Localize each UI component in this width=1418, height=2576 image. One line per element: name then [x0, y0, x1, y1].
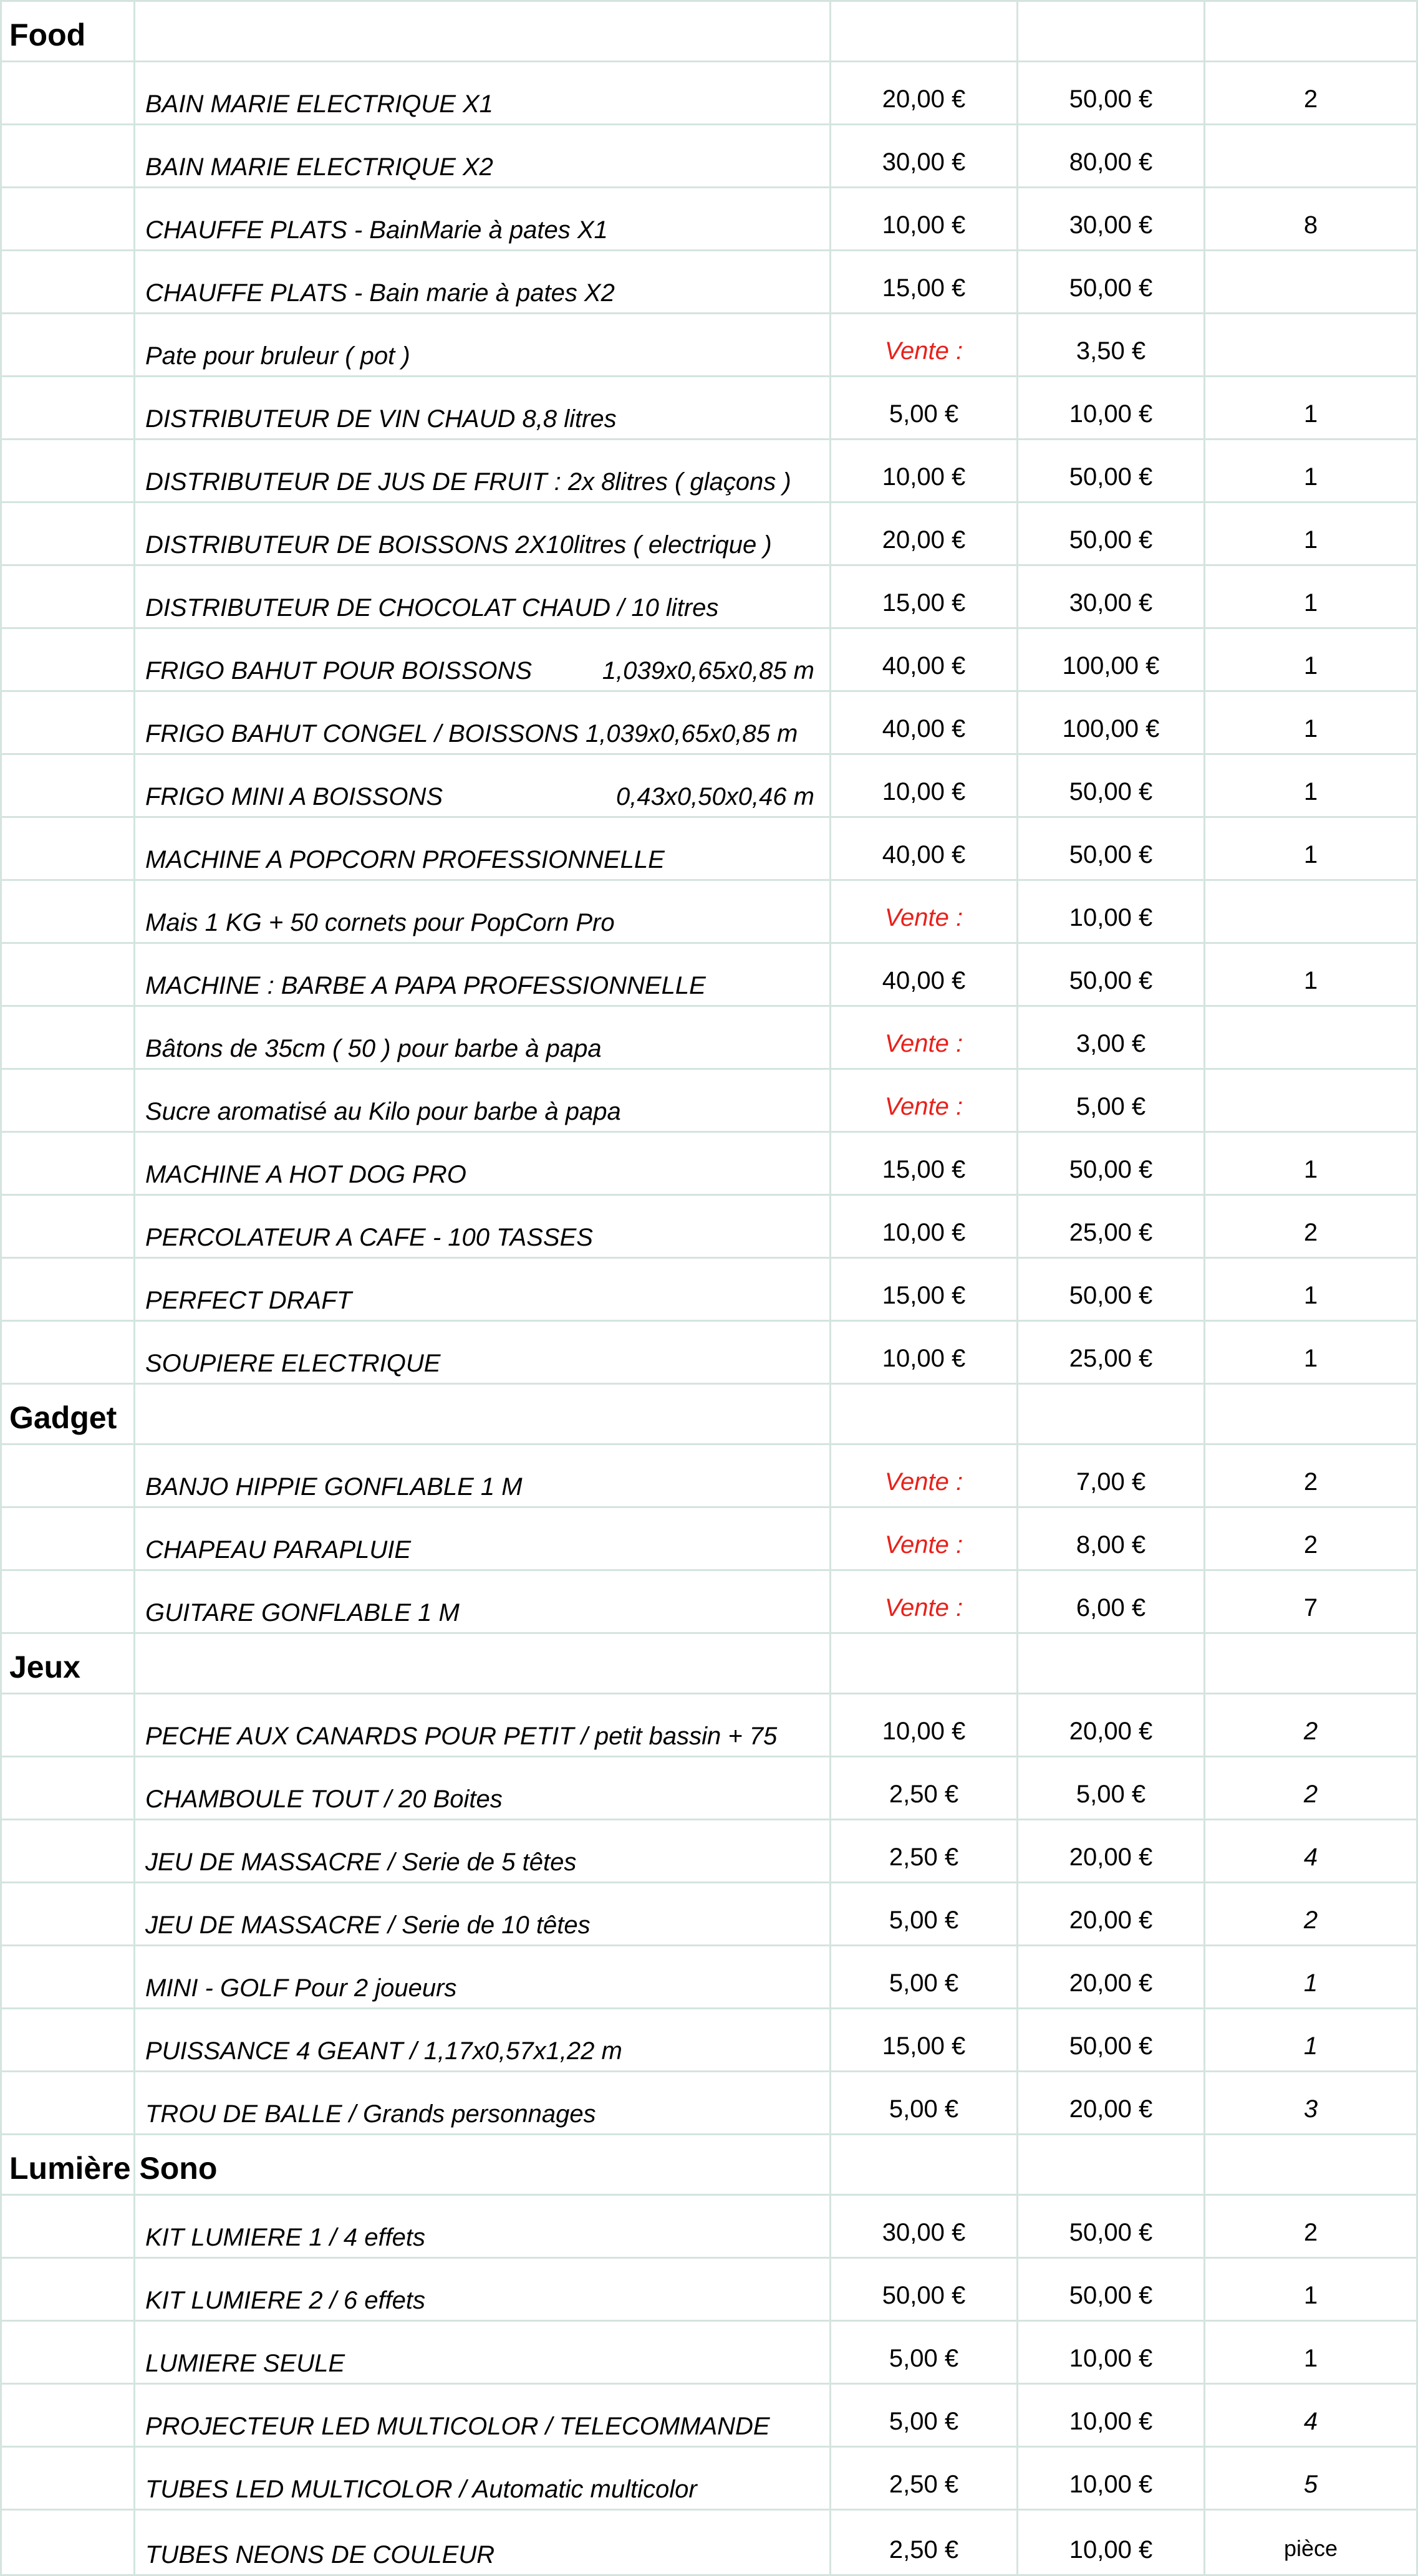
quantity-cell: 2: [1205, 2195, 1417, 2258]
indent-cell: [1, 1694, 135, 1757]
item-name-text: CHAUFFE PLATS - Bain marie à pates X2: [145, 279, 615, 307]
item-name-text: DISTRIBUTEUR DE CHOCOLAT CHAUD / 10 litres: [145, 594, 719, 622]
item-name-text: PECHE AUX CANARDS POUR PETIT / petit bassin + 75: [145, 1723, 778, 1750]
table-row: [1, 2258, 1417, 2321]
item-name: [135, 565, 831, 628]
price-cell-1: 30,00 €: [831, 125, 1018, 188]
item-name-text: TUBES NEONS DE COULEUR: [145, 2541, 495, 2569]
price-cell-1: 5,00 €: [831, 2384, 1018, 2447]
item-name: [135, 377, 831, 440]
price-cell-1: 10,00 €: [831, 440, 1018, 502]
price-cell-1: 15,00 €: [831, 2009, 1018, 2072]
item-name-text: SOUPIERE ELECTRIQUE: [145, 1350, 441, 1377]
item-name-text: PERCOLATEUR A CAFE - 100 TASSES: [145, 1224, 593, 1251]
quantity-cell: 1: [1205, 628, 1417, 691]
table-row: [1, 2072, 1417, 2135]
indent-cell: [1, 2384, 135, 2447]
indent-cell: [1, 628, 135, 691]
item-name-text: MACHINE A HOT DOG PRO: [145, 1161, 466, 1188]
item-name: [135, 1820, 831, 1883]
price-cell-1: 5,00 €: [831, 1946, 1018, 2009]
table-row: [1, 754, 1417, 817]
item-name: [135, 1757, 831, 1820]
table-row: [1, 1444, 1417, 1507]
empty-cell: [1205, 1633, 1417, 1694]
price-cell-2: 10,00 €: [1018, 2510, 1205, 2575]
price-cell-2: 30,00 €: [1018, 188, 1205, 251]
item-name-text: CHAPEAU PARAPLUIE: [145, 1536, 412, 1564]
empty-cell: [1205, 1, 1417, 62]
price-cell-2: 50,00 €: [1018, 1132, 1205, 1195]
item-name-text: BAIN MARIE ELECTRIQUE X2: [145, 153, 493, 181]
item-name: [135, 1132, 831, 1195]
price-cell-2: 20,00 €: [1018, 1694, 1205, 1757]
indent-cell: [1, 2009, 135, 2072]
quantity-cell: 1: [1205, 2321, 1417, 2384]
price-cell-2: 80,00 €: [1018, 125, 1205, 188]
item-name-text: BAIN MARIE ELECTRIQUE X1: [145, 90, 493, 118]
category-title: Gadget: [1, 1384, 135, 1444]
price-cell-2: 50,00 €: [1018, 502, 1205, 565]
table-row: [1, 565, 1417, 628]
indent-cell: [1, 1757, 135, 1820]
item-name: [135, 628, 831, 691]
indent-cell: [1, 943, 135, 1006]
table-row: [1, 2195, 1417, 2258]
indent-cell: [1, 1321, 135, 1384]
item-name-text: TUBES LED MULTICOLOR / Automatic multicolor: [145, 2476, 697, 2503]
quantity-cell: 1: [1205, 1132, 1417, 1195]
table-row: [1, 880, 1417, 943]
price-cell-1: 15,00 €: [831, 1258, 1018, 1321]
price-cell-2: 50,00 €: [1018, 817, 1205, 880]
item-name-text: PERFECT DRAFT: [145, 1287, 352, 1314]
price-cell-1: 2,50 €: [831, 2510, 1018, 2575]
quantity-cell: [1205, 1006, 1417, 1069]
table-row: [1, 1069, 1417, 1132]
indent-cell: [1, 1820, 135, 1883]
quantity-cell: 8: [1205, 188, 1417, 251]
price-cell-2: 10,00 €: [1018, 377, 1205, 440]
quantity-cell: 2: [1205, 1444, 1417, 1507]
item-name: [135, 125, 831, 188]
item-name-text: MINI - GOLF Pour 2 joueurs: [145, 1974, 457, 2002]
price-cell-2: 50,00 €: [1018, 62, 1205, 125]
item-name-text: PROJECTEUR LED MULTICOLOR / TELECOMMANDE: [145, 2413, 770, 2440]
table-row: [1, 1694, 1417, 1757]
indent-cell: [1, 1946, 135, 2009]
price-cell-2: 100,00 €: [1018, 691, 1205, 754]
table-row: [1, 377, 1417, 440]
quantity-cell: 1: [1205, 754, 1417, 817]
price-cell-2: 50,00 €: [1018, 2258, 1205, 2321]
empty-cell: [135, 1633, 831, 1694]
indent-cell: [1, 1507, 135, 1570]
price-cell-2: 50,00 €: [1018, 2009, 1205, 2072]
table-row: [1, 314, 1417, 377]
table-row: [1, 62, 1417, 125]
quantity-cell: 1: [1205, 377, 1417, 440]
table-row: [1, 2009, 1417, 2072]
price-cell-2: 30,00 €: [1018, 565, 1205, 628]
price-cell-1: 15,00 €: [831, 1132, 1018, 1195]
quantity-cell: [1205, 125, 1417, 188]
indent-cell: [1, 2321, 135, 2384]
price-cell-2: 10,00 €: [1018, 2447, 1205, 2510]
price-cell-2: 10,00 €: [1018, 880, 1205, 943]
indent-cell: [1, 1069, 135, 1132]
empty-cell: [831, 1384, 1018, 1444]
price-cell-2: 25,00 €: [1018, 1195, 1205, 1258]
item-name-text: MACHINE : BARBE A PAPA PROFESSIONNELLE: [145, 972, 706, 999]
table-row: [1, 1006, 1417, 1069]
table-row: [1, 1132, 1417, 1195]
quantity-cell: 1: [1205, 440, 1417, 502]
category-title: Food: [1, 1, 135, 62]
table-row: [1, 1883, 1417, 1946]
item-name: [135, 62, 831, 125]
indent-cell: [1, 754, 135, 817]
item-name-text: JEU DE MASSACRE / Serie de 10 têtes: [145, 1911, 591, 1939]
item-name: [135, 188, 831, 251]
item-name: [135, 1321, 831, 1384]
price-cell-1: 2,50 €: [831, 1757, 1018, 1820]
item-name: [135, 817, 831, 880]
table-row: [1, 1258, 1417, 1321]
price-cell-1: 40,00 €: [831, 817, 1018, 880]
item-name: [135, 754, 831, 817]
quantity-cell: 1: [1205, 1946, 1417, 2009]
price-cell-2: 100,00 €: [1018, 628, 1205, 691]
price-cell-1: 40,00 €: [831, 943, 1018, 1006]
indent-cell: [1, 565, 135, 628]
price-cell-2: 10,00 €: [1018, 2384, 1205, 2447]
item-dimensions: 1,039x0,65x0,85 m: [602, 657, 814, 685]
indent-cell: [1, 2195, 135, 2258]
quantity-cell: 2: [1205, 1757, 1417, 1820]
empty-cell: [1018, 2135, 1205, 2195]
price-cell-1: 40,00 €: [831, 628, 1018, 691]
quantity-cell: 2: [1205, 62, 1417, 125]
quantity-cell: 1: [1205, 1258, 1417, 1321]
item-name-text: TROU DE BALLE / Grands personnages: [145, 2100, 596, 2128]
indent-cell: [1, 125, 135, 188]
category-row: [1, 1384, 1417, 1444]
item-name: [135, 502, 831, 565]
price-cell-2: 10,00 €: [1018, 2321, 1205, 2384]
category-title: Jeux: [1, 1633, 135, 1694]
item-name-text: KIT LUMIERE 1 / 4 effets: [145, 2224, 426, 2251]
price-cell-1: 30,00 €: [831, 2195, 1018, 2258]
indent-cell: [1, 440, 135, 502]
table-row: [1, 1195, 1417, 1258]
quantity-cell: 1: [1205, 2258, 1417, 2321]
item-name: [135, 440, 831, 502]
quantity-cell: [1205, 1069, 1417, 1132]
indent-cell: [1, 2510, 135, 2575]
table-row: [1, 440, 1417, 502]
indent-cell: [1, 1195, 135, 1258]
indent-cell: [1, 880, 135, 943]
item-name-text: LUMIERE SEULE: [145, 2350, 345, 2377]
price-cell-1: 10,00 €: [831, 754, 1018, 817]
table-row: [1, 125, 1417, 188]
quantity-cell: [1205, 251, 1417, 314]
item-name: [135, 1258, 831, 1321]
table-row: [1, 628, 1417, 691]
item-name: [135, 2009, 831, 2072]
indent-cell: [1, 2258, 135, 2321]
empty-cell: [135, 1, 831, 62]
price-cell-1: Vente :: [831, 1069, 1018, 1132]
indent-cell: [1, 1132, 135, 1195]
price-cell-1: Vente :: [831, 880, 1018, 943]
quantity-cell: 1: [1205, 565, 1417, 628]
item-name-text: JEU DE MASSACRE / Serie de 5 têtes: [145, 1848, 577, 1876]
table-row: [1, 188, 1417, 251]
quantity-cell: [1205, 314, 1417, 377]
price-cell-2: 20,00 €: [1018, 2072, 1205, 2135]
table-row: [1, 1757, 1417, 1820]
table-row: [1, 1820, 1417, 1883]
category-row: [1, 1, 1417, 62]
price-cell-2: 6,00 €: [1018, 1570, 1205, 1633]
indent-cell: [1, 1883, 135, 1946]
indent-cell: [1, 817, 135, 880]
item-name: [135, 880, 831, 943]
price-cell-1: Vente :: [831, 1570, 1018, 1633]
quantity-cell: 1: [1205, 1321, 1417, 1384]
category-row: [1, 2135, 1417, 2195]
table-row: [1, 2384, 1417, 2447]
price-cell-1: 20,00 €: [831, 62, 1018, 125]
item-name-text: Sucre aromatisé au Kilo pour barbe à papa: [145, 1098, 621, 1125]
item-name-text: MACHINE A POPCORN PROFESSIONNELLE: [145, 846, 665, 873]
empty-cell: [1018, 1384, 1205, 1444]
empty-cell: [831, 1, 1018, 62]
sheet-body: [1, 1, 1417, 2575]
category-row: [1, 1633, 1417, 1694]
price-cell-2: 50,00 €: [1018, 754, 1205, 817]
table-row: [1, 2510, 1417, 2575]
empty-cell: [135, 2135, 831, 2195]
empty-cell: [1205, 2135, 1417, 2195]
item-name-text: FRIGO MINI A BOISSONS: [145, 783, 443, 810]
item-name-text: Mais 1 KG + 50 cornets pour PopCorn Pro: [145, 909, 615, 936]
indent-cell: [1, 314, 135, 377]
price-cell-2: 50,00 €: [1018, 251, 1205, 314]
item-name: [135, 1507, 831, 1570]
price-cell-1: 5,00 €: [831, 377, 1018, 440]
quantity-cell: [1205, 880, 1417, 943]
quantity-cell: 2: [1205, 1883, 1417, 1946]
indent-cell: [1, 502, 135, 565]
price-cell-1: Vente :: [831, 1006, 1018, 1069]
price-cell-1: 15,00 €: [831, 251, 1018, 314]
price-cell-1: 10,00 €: [831, 1694, 1018, 1757]
price-cell-1: 5,00 €: [831, 1883, 1018, 1946]
table-row: [1, 1507, 1417, 1570]
empty-cell: [831, 1633, 1018, 1694]
price-cell-1: 5,00 €: [831, 2072, 1018, 2135]
price-cell-2: 3,50 €: [1018, 314, 1205, 377]
item-name: [135, 943, 831, 1006]
item-name: [135, 1883, 831, 1946]
table-row: [1, 251, 1417, 314]
item-name-text: BANJO HIPPIE GONFLABLE 1 M: [145, 1473, 523, 1501]
quantity-cell: 1: [1205, 943, 1417, 1006]
indent-cell: [1, 62, 135, 125]
indent-cell: [1, 2447, 135, 2510]
indent-cell: [1, 188, 135, 251]
price-cell-2: 5,00 €: [1018, 1757, 1205, 1820]
item-dimensions: 0,43x0,50x0,46 m: [616, 783, 814, 810]
item-name-text: CHAUFFE PLATS - BainMarie à pates X1: [145, 216, 608, 244]
item-name: [135, 2384, 831, 2447]
indent-cell: [1, 1258, 135, 1321]
item-name-text: GUITARE GONFLABLE 1 M: [145, 1599, 460, 1627]
price-cell-1: 15,00 €: [831, 565, 1018, 628]
table-row: [1, 1321, 1417, 1384]
price-cell-1: 2,50 €: [831, 2447, 1018, 2510]
empty-cell: [1018, 1633, 1205, 1694]
empty-cell: [1205, 1384, 1417, 1444]
price-cell-1: Vente :: [831, 1507, 1018, 1570]
empty-cell: [831, 2135, 1018, 2195]
item-name: [135, 2510, 831, 2575]
category-title: Lumière Sono: [1, 2135, 135, 2195]
quantity-cell: 3: [1205, 2072, 1417, 2135]
item-name: [135, 2321, 831, 2384]
table-row: [1, 1570, 1417, 1633]
indent-cell: [1, 1006, 135, 1069]
price-cell-1: Vente :: [831, 1444, 1018, 1507]
quantity-cell: 7: [1205, 1570, 1417, 1633]
quantity-cell: 1: [1205, 502, 1417, 565]
table-row: [1, 691, 1417, 754]
item-name-text: DISTRIBUTEUR DE JUS DE FRUIT : 2x 8litres ( glaçons ): [145, 468, 791, 496]
table-row: [1, 1946, 1417, 2009]
empty-cell: [1018, 1, 1205, 62]
item-name: [135, 1694, 831, 1757]
indent-cell: [1, 691, 135, 754]
price-cell-2: 20,00 €: [1018, 1946, 1205, 2009]
item-name-text: FRIGO BAHUT POUR BOISSONS: [145, 657, 533, 685]
price-cell-2: 20,00 €: [1018, 1820, 1205, 1883]
quantity-cell: 2: [1205, 1195, 1417, 1258]
indent-cell: [1, 2072, 135, 2135]
item-name: [135, 1069, 831, 1132]
item-name: [135, 1570, 831, 1633]
item-name-text: PUISSANCE 4 GEANT / 1,17x0,57x1,22 m: [145, 2037, 622, 2065]
quantity-cell: 4: [1205, 2384, 1417, 2447]
quantity-cell: pièce: [1205, 2510, 1417, 2575]
indent-cell: [1, 1444, 135, 1507]
item-name: [135, 314, 831, 377]
item-name-text: DISTRIBUTEUR DE BOISSONS 2X10litres ( electrique ): [145, 531, 772, 559]
table-row: [1, 943, 1417, 1006]
item-name: [135, 2258, 831, 2321]
price-cell-1: 20,00 €: [831, 502, 1018, 565]
table-row: [1, 502, 1417, 565]
item-name: [135, 691, 831, 754]
table-row: [1, 817, 1417, 880]
item-name: [135, 2072, 831, 2135]
price-cell-1: 2,50 €: [831, 1820, 1018, 1883]
quantity-cell: 1: [1205, 2009, 1417, 2072]
price-cell-2: 50,00 €: [1018, 1258, 1205, 1321]
price-cell-2: 7,00 €: [1018, 1444, 1205, 1507]
item-name: [135, 1444, 831, 1507]
price-cell-2: 8,00 €: [1018, 1507, 1205, 1570]
quantity-cell: 2: [1205, 1694, 1417, 1757]
price-cell-2: 25,00 €: [1018, 1321, 1205, 1384]
price-cell-2: 50,00 €: [1018, 2195, 1205, 2258]
item-name: [135, 1006, 831, 1069]
indent-cell: [1, 251, 135, 314]
price-cell-1: 40,00 €: [831, 691, 1018, 754]
quantity-cell: 5: [1205, 2447, 1417, 2510]
indent-cell: [1, 1570, 135, 1633]
quantity-cell: 4: [1205, 1820, 1417, 1883]
table-row: [1, 2321, 1417, 2384]
table-row: [1, 2447, 1417, 2510]
quantity-cell: 1: [1205, 817, 1417, 880]
item-name-text: FRIGO BAHUT CONGEL / BOISSONS 1,039x0,65x0,85 m: [145, 720, 798, 747]
empty-cell: [135, 1384, 831, 1444]
item-name: [135, 251, 831, 314]
price-cell-1: 10,00 €: [831, 188, 1018, 251]
item-name: [135, 2447, 831, 2510]
price-cell-2: 50,00 €: [1018, 440, 1205, 502]
indent-cell: [1, 377, 135, 440]
price-cell-2: 3,00 €: [1018, 1006, 1205, 1069]
item-name-text: Bâtons de 35cm ( 50 ) pour barbe à papa: [145, 1035, 602, 1062]
price-cell-1: 10,00 €: [831, 1321, 1018, 1384]
item-name-text: KIT LUMIERE 2 / 6 effets: [145, 2287, 426, 2314]
price-cell-2: 20,00 €: [1018, 1883, 1205, 1946]
item-name-text: DISTRIBUTEUR DE VIN CHAUD 8,8 litres: [145, 405, 617, 433]
price-cell-1: 5,00 €: [831, 2321, 1018, 2384]
item-name: [135, 1946, 831, 2009]
item-name-text: CHAMBOULE TOUT / 20 Boites: [145, 1785, 503, 1813]
price-cell-1: 10,00 €: [831, 1195, 1018, 1258]
price-cell-2: 5,00 €: [1018, 1069, 1205, 1132]
price-cell-1: 50,00 €: [831, 2258, 1018, 2321]
quantity-cell: 1: [1205, 691, 1417, 754]
item-name: [135, 2195, 831, 2258]
price-cell-2: 50,00 €: [1018, 943, 1205, 1006]
quantity-cell: 2: [1205, 1507, 1417, 1570]
price-cell-1: Vente :: [831, 314, 1018, 377]
item-name-text: Pate pour bruleur ( pot ): [145, 342, 410, 370]
item-name: [135, 1195, 831, 1258]
